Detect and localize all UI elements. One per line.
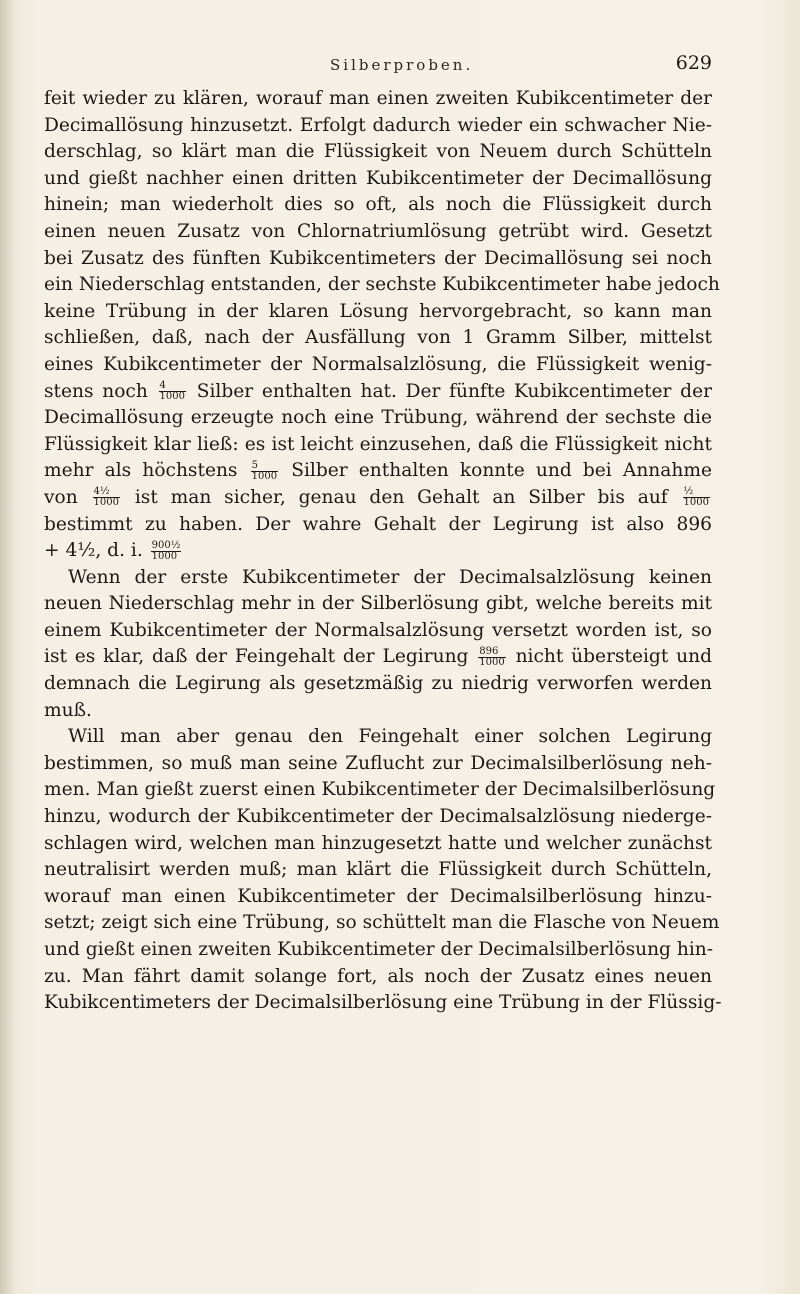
fraction xyxy=(478,647,505,668)
fraction-denominator: 1000 xyxy=(159,391,185,403)
text-line: schlagen wird, welchen man hinzugesetzt hatte und welcher zunächst xyxy=(44,832,712,854)
text-line: schließen, daß, nach der Ausfällung von 1 Gramm Silber, mittelst xyxy=(44,327,712,349)
text-line: men. Man gießt zuerst einen Kubikcentimeter der Decimalsilberlösung xyxy=(44,779,716,801)
fraction xyxy=(151,541,182,562)
fraction-numerator: 5 xyxy=(251,461,278,472)
text-line: eines Kubikcentimeter der Normalsalzlösung, die Flüssigkeit wenig- xyxy=(44,353,712,375)
fraction xyxy=(93,487,120,508)
body-text xyxy=(44,86,722,1017)
text-line: ein Niederschlag entstanden, der sechste Kubikcentimeter habe jedoch xyxy=(44,274,720,296)
fraction xyxy=(159,381,186,402)
text-line: Flüssigkeit klar ließ: es ist leicht einzusehen, daß die Flüssigkeit nicht xyxy=(44,433,712,455)
text-line: hinein; man wiederholt dies so oft, als noch die Flüssigkeit durch xyxy=(44,194,712,216)
text-line: Kubikcentimeters der Decimalsilberlösung eine Trübung in der Flüssig- xyxy=(44,992,722,1014)
text-line: bestimmt zu haben. Der wahre Gehalt der Legirung ist also 896 xyxy=(44,513,712,535)
binding-edge xyxy=(0,0,14,1294)
text-line: und gießt einen zweiten Kubikcentimeter der Decimalsilberlösung hin- xyxy=(44,939,714,960)
fraction-denominator: 1000 xyxy=(479,656,505,668)
paragraph-2 xyxy=(44,565,712,725)
text-segment: mehr als höchstens xyxy=(44,460,238,482)
text-line: hinzu, wodurch der Kubikcentimeter der Decimalsalzlösung niederge- xyxy=(44,806,712,828)
text-line: keine Trübung in der klaren Lösung hervorgebracht, so kann man xyxy=(44,300,712,322)
fraction xyxy=(251,461,278,482)
fraction-denominator: 1000 xyxy=(683,497,709,509)
paragraph-3 xyxy=(44,724,722,1017)
text-segment: Silber enthalten konnte und bei Annahme xyxy=(291,460,712,482)
fraction-denominator: 1000 xyxy=(251,470,278,482)
text-line xyxy=(44,485,712,512)
running-head: Silberproben. xyxy=(330,56,474,74)
text-line xyxy=(44,458,712,485)
text-line: Will man aber genau den Feingehalt einer solchen Legirung xyxy=(68,726,712,748)
text-line: bei Zusatz des fünften Kubikcentimeters der Decimallösung sei noch xyxy=(44,247,712,269)
text-line: Decimallösung erzeugte noch eine Trübung, während der sechste die xyxy=(44,407,712,429)
text-segment: nicht übersteigt und xyxy=(515,646,712,668)
text-line: feit wieder zu klären, worauf man einen zweiten Kubikcentimeter der xyxy=(44,88,712,109)
fraction-numerator: 4½ xyxy=(93,487,120,498)
page-number: 629 xyxy=(675,52,712,74)
text-segment: stens noch xyxy=(44,380,148,402)
text-line: worauf man einen Kubikcentimeter der Decimalsilberlösung hinzu- xyxy=(44,885,712,907)
text-line: muß. xyxy=(44,699,92,721)
text-segment: Silber enthalten hat. Der fünfte Kubikcentimeter der xyxy=(196,380,712,402)
text-line: setzt; zeigt sich eine Trübung, so schüttelt man die Flasche von Neuem xyxy=(44,912,720,934)
text-line: derschlag, so klärt man die Flüssigkeit von Neuem durch Schütteln xyxy=(44,141,712,163)
text-line xyxy=(44,644,712,671)
text-line: neutralisirt werden muß; man klärt die Flüssigkeit durch Schütteln, xyxy=(44,859,712,881)
fraction xyxy=(683,487,710,508)
text-line xyxy=(44,538,712,565)
text-segment: ist es klar, daß der Feingehalt der Legirung xyxy=(44,646,469,668)
text-line: neuen Niederschlag mehr in der Silberlösung gibt, welche bereits mit xyxy=(44,593,712,615)
paragraph-1 xyxy=(44,86,720,565)
text-line: bestimmen, so muß man seine Zuflucht zur Decimalsilberlösung neh- xyxy=(44,752,712,774)
text-line: demnach die Legirung als gesetzmäßig zu niedrig verworfen werden xyxy=(44,673,712,695)
fraction-denominator: 1000 xyxy=(151,550,178,562)
text-segment: + 4½, d. i. xyxy=(44,540,143,562)
fraction-numerator: 4 xyxy=(159,381,186,392)
text-line: einem Kubikcentimeter der Normalsalzlösung versetzt worden ist, so xyxy=(44,619,712,641)
text-line: und gießt nachher einen dritten Kubikcentimeter der Decimallösung xyxy=(44,167,712,189)
text-line: Wenn der erste Kubikcentimeter der Decimalsalzlösung keinen xyxy=(68,566,712,588)
text-line xyxy=(44,379,712,406)
fraction-numerator: ½ xyxy=(683,487,710,498)
text-line: einen neuen Zusatz von Chlornatriumlösung getrübt wird. Gesetzt xyxy=(44,220,712,242)
fraction-numerator: 896 xyxy=(478,647,505,658)
text-line: zu. Man fährt damit solange fort, als noch der Zusatz eines neuen xyxy=(44,965,712,987)
fraction-denominator: 1000 xyxy=(93,497,119,509)
text-segment: ist man sicher, genau den Gehalt an Silber bis auf xyxy=(134,486,668,508)
text-line: Decimallösung hinzusetzt. Erfolgt dadurch wieder ein schwacher Nie- xyxy=(44,114,712,136)
fraction-numerator: 900½ xyxy=(151,539,181,551)
page-header xyxy=(40,52,712,76)
text-segment: von xyxy=(44,486,78,508)
